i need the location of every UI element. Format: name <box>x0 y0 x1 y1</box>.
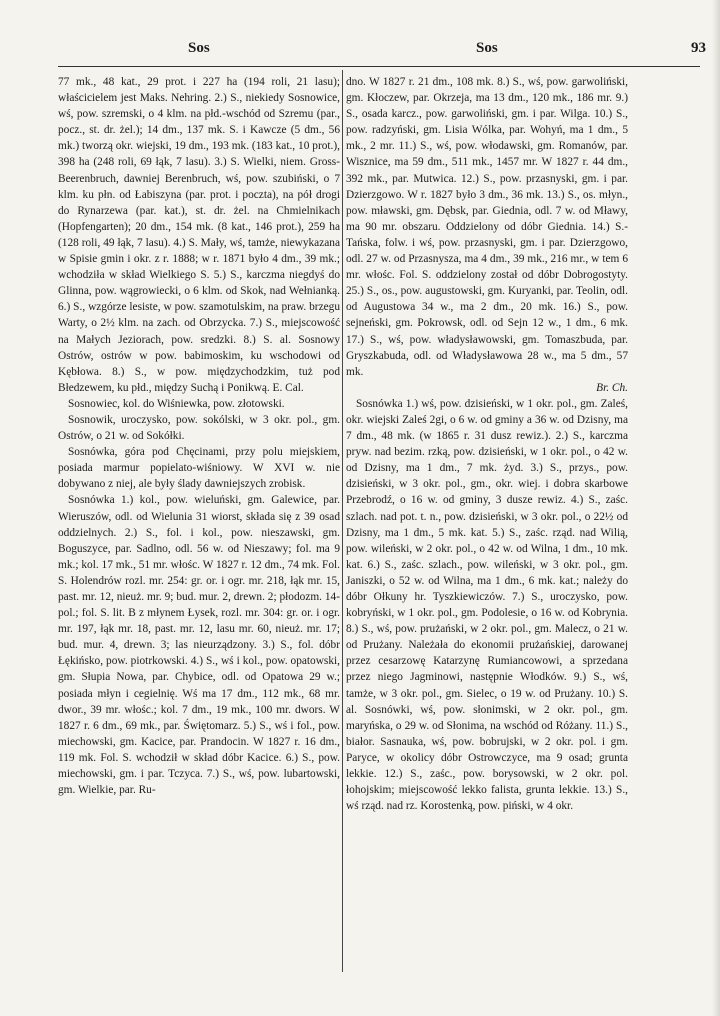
running-header <box>52 40 706 64</box>
column-divider <box>342 70 343 972</box>
entry-continuation-right: dno. W 1827 r. 21 dm., 108 mk. 8.) S., wś, pow. garwoliński, gm. Kłoczew, par. Okrzeja, ma 13 dm., 120 mk., 186 mr. 9.) S., osada karcz., pow. garwoliński, gm. i par. Wilga. 10.) S., pow. radzyński, gm. Lisia Wólka, par. Wohyń, ma 1 dm., 5 mk., 2 mr. 11.) S., wś, pow. włodawski, gm. Romanów, par. Wisznice, ma 59 dm., 511 mk., 1457 mr. W 1827 r. 44 dm., 392 mk., par. Mutwica. 12.) S., pow. przasnyski, gm. i par. Dzierzgowo. W r. 1827 było 3 dm., 36 mk. 13.) S., os. młyn., pow. mławski, gm. Dębsk, par. Giednia, odl. 7 w. od Mławy, ma 90 mr. obszaru. Oddzielony od dóbr Giednia. 14.) S.-Tańska, folw. i wś, pow. przasnyski, gm. i par. Dzierzgowo, odl. 27 w. od Przasnysza, ma 4 dm., 39 mk., 216 mr., w tem 6 mr. włośc. Fol. S. oddzielony został od dóbr Dobrogostyty. 25.) S., os., pow. augustowski, gm. Kuryanki, par. Teolin, odl. od Augustowa 34 w., ma 2 dm., 20 mk. 16.) S., pow. sejneński, gm. Pokrowsk, odl. od Sejn 12 w., 1 dm., 6 mk. 17.) S., wś, pow. władysławowski, gm. Tomaszbuda, par. Gryszkabuda, odl. od Władysławowa 28 w., ma 5 dm., 57 mk. <box>346 76 628 378</box>
entry-sosnowka-2: Sosnówka 1.) wś, pow. dzisieński, w 1 okr. pol., gm. Zaleś, okr. wiejski Zaleś 2gi, o 6 w. od gminy a 36 w. od Dzisny, ma 7 dm., 48 mk. (w 1865 r. 31 dusz rewiz.). 2.) S., karczma pryw. nad bezim. rzką, pow. dzisieński, w 1 okr. pol., o 42 w. od Dzisny, ma 1 dm., 7 mk. żyd. 3.) S., przys., pow. dzisieński, w 3 okr. pol., gm., okr. wiej. i dobra skarbowe Przebrodź, o 16 w. od gminy, 3 dusze rewiz. 4.) S., zaśc. szlach. nad pot. t. n., pow. dzisieński, w 3 okr. pol., o 22½ od Dzisny, ma 1 dm., 5 mk. kat. 5.) S., zaśc. rząd. nad Wilią, pow. wileński, w 2 okr. pol., o 42 w. od Wilna, 1 dm., 10 mk. kat. 6.) S., zaśc. szlach., pow. wileński, w 3 okr. pol., gm. Janiszki, o 52 w. od Wilna, ma 1 dm., 6 mk. kat.; należy do dóbr Ołkuny hr. Tyszkiewiczów. 7.) S., uroczysko, pow. kobryński, w 1 okr. pol., gm. Podolesie, o 16 w. od Kobrynia. 8.) S., wś, pow. prużański, w 2 okr. pol., gm. Malecz, o 21 w. od Prużany. Należała do ekonomii prużańskiej, darowanej przez cesarzowę Katarzynę Rumiancowowi, a sprzedana przez niego Jagminowi, następnie Włodków. 9.) S., wś, tamże, w 3 okr. pol., gm. Sielec, o 19 w. od Prużany. 10.) S. al. Sosnówki, wś, pow. słonimski, w 2 okr. pol., gm. maryńska, o 29 w. od Słonima, na wschód od Różany. 11.) S., białor. Sasnauka, wś, pow. bobrujski, w 2 okr. pol. i gm. Paryce, w okolicy dóbr Ostrowczyce, ma 9 osad; grunta lekkie. 12.) S., zaśc., pow. borysowski, w 2 okr. pol. łohojskim; miejscowość lekko falista, grunta lekkie. 13.) S., wś rząd. nad rz. Korostenką, pow. piński, w 4 okr. <box>346 397 628 813</box>
entry-sosnowiec: Sosnowiec, kol. do Wiśniewka, pow. złotowski. <box>68 397 285 410</box>
entry-sosnowka-1: Sosnówka 1.) kol., pow. wieluński, gm. Galewice, par. Wieruszów, odl. od Wielunia 31 wiorst, składa się z 39 osad oddzielnych. 2.) S., fol. i kol., pow. nieszawski, gm. Boguszyce, par. Sadlno, odl. 56 w. od Nieszawy; fol. ma 9 mk.; kol. 17 mk., 51 mr. włośc. W 1827 r. 12 dm., 74 mk. Fol. S. Holendrów rozl. mr. 254: gr. or. i ogr. mr. 218, łąk mr. 15, past. mr. 12, nieuż. mr. 9; bud. mur. 2, drewn. 2; płodozm. 14-pol.; fol. S. lit. B z młynem Łysek, rozl. mr. 304: gr. or. i ogr. mr. 197, łąk mr. 18, past. mr. 12, lasu mr. 60, nieuż. mr. 17; bud. mur. 4, drewn. 3; las nieurządzony. 3.) S., fol. dóbr Łękińsko, pow. piotrkowski. 4.) S., wś i kol., pow. opatowski, gm. Słupia Nowa, par. Chybice, odl. od Opatowa 29 w.; posiada młyn i cegielnię. Wś ma 17 dm., 112 mk., 68 mr. dwor., 39 mr. włośc.; kol. 7 dm., 19 mk., 100 mr. dwors. W 1827 r. 6 dm., 69 mk., par. Świętomarz. 5.) S., wś i fol., pow. miechowski, gm. Kacice, par. Prandocin. W 1827 r. 16 dm., 119 mk. Fol. S. wchodził w skład dóbr Kacice. 6.) S., pow. miechowski, gm. i par. Tczyca. 7.) S., wś, pow. lubartowski, gm. Wielkie, par. Ru- <box>58 494 340 797</box>
running-head-right: Sos <box>476 40 498 56</box>
page-number: 93 <box>691 40 706 56</box>
left-column <box>58 74 340 798</box>
signature-text: Br. Ch. <box>596 381 628 394</box>
author-signature <box>346 380 628 396</box>
bottom-margin <box>0 975 720 1016</box>
page-edge-shadow <box>712 0 720 1016</box>
entry-continuation: 77 mk., 48 kat., 29 prot. i 227 ha (194 roli, 21 lasu); właścicielem jest Maks. Nehring. 2.) S., niekiedy Sosnowice, wś, pow. szremski, o 4 klm. na płd.-wschód od Szremu (par., pocz., st. dr. żel.); 14 dm., 137 mk. S. i Kawcze (5 dm., 56 mk.) tworzą okr. wiejski, 19 dm., 193 mk. (183 kat., 10 prot.), 398 ha (248 roli, 69 łąk, 7 lasu). 3.) S. Wielki, niem. Gross-Beerenbruch, dawniej Berenbruch, wś, pow. szubiński, o 7 klm. ku płn. od Łabiszyna (par. prot. i poczta), na pół drogi do Rynarzewa (par. kat.), st. dr. żel. na Chmielnikach (Hopfengarten); 20 dm., 154 mk. (8 kat., 146 prot.), 259 ha (128 roli, 49 łąk, 7 lasu). 4.) S. Mały, wś, tamże, niewykazana w Spisie gmin i okr. z r. 1888; w r. 1871 było 4 dm., 39 mk.; wchodziła w skład Wielkiego S. 5.) S., karczma niegdyś do Glinna, pow. wągrowiecki, o 6 klm. od Skok, nad Wełnianką. 6.) S., wzgórze lesiste, w pow. szamotulskim, na praw. brzegu Warty, o 2½ klm. na zach. od Obrzycka. 7.) S., miejscowość na Małych Jeziorach, pow. sredzki. 8.) S. al. Sosnowy Ostrów, ostrów w pow. babimoskim, ku wschodowi od Kębłowa. 8.) S., w pow. międzychodzkim, tuż pod Błedzewem, ku płd., między Suchą i Ponikwą. E. Cal. <box>58 76 340 394</box>
running-head-left: Sos <box>188 40 210 56</box>
header-rule <box>58 66 700 67</box>
right-column <box>346 74 628 814</box>
entry-sosnowik: Sosnowik, uroczysko, pow. sokólski, w 3 okr. pol., gm. Ostrów, o 21 w. od Sokółki. <box>58 413 340 443</box>
entry-sosnowka-gora: Sosnówka, góra pod Chęcinami, przy polu miejskiem, posiada marmur popielato-wiśniowy. W XVI w. nie dobywano z niej, ale były ślady dawniejszych zrobisk. <box>58 446 340 491</box>
